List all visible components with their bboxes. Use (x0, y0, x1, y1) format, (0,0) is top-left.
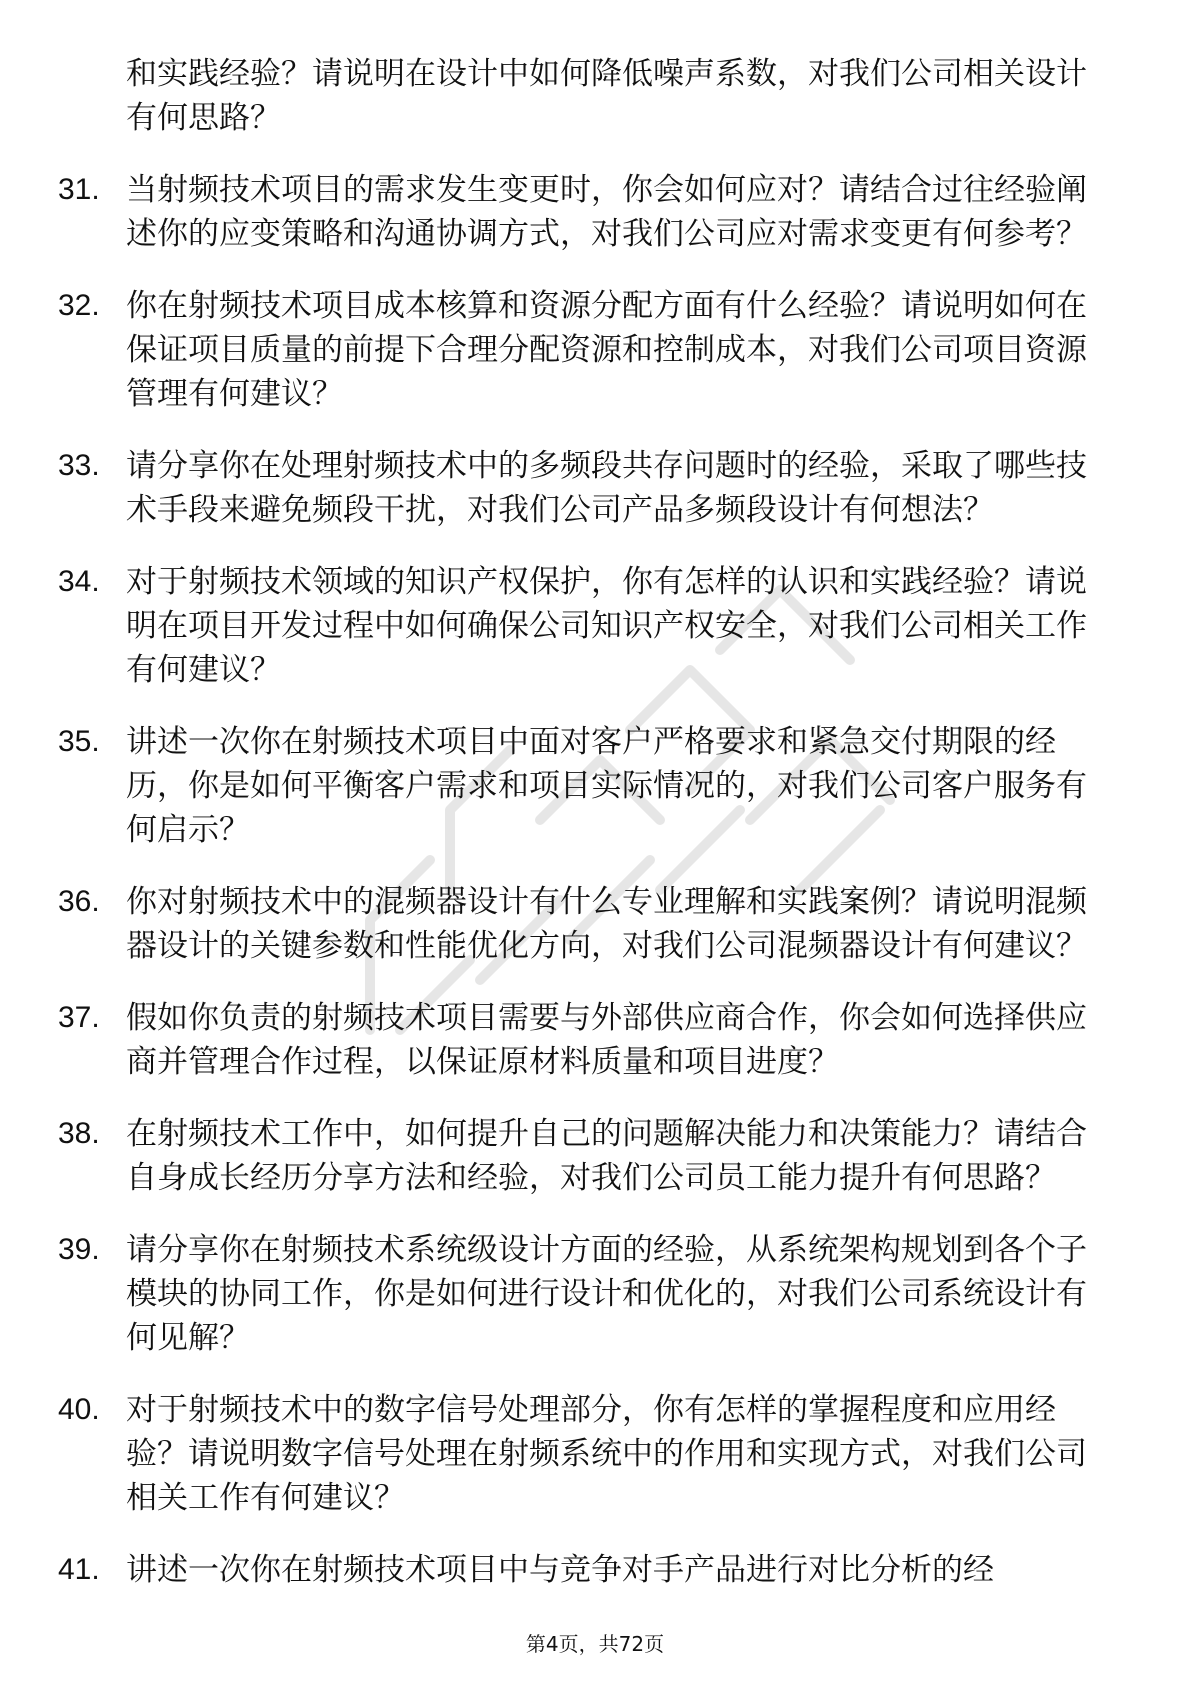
question-item-32 (58, 284, 1118, 416)
question-text: 你在射频技术项目成本核算和资源分配方面有什么经验？请说明如何在保证项目质量的前提下合理分配资源和控制成本，对我们公司项目资源管理有何建议？ (126, 288, 1087, 412)
question-number: 34. (58, 565, 100, 598)
question-text: 假如你负责的射频技术项目需要与外部供应商合作，你会如何选择供应商并管理合作过程，以保证原材料质量和项目进度？ (126, 1000, 1087, 1080)
question-item-33 (58, 444, 1118, 532)
question-number: 37. (58, 1001, 100, 1034)
question-text: 请分享你在射频技术系统级设计方面的经验，从系统架构规划到各个子模块的协同工作，你是如何进行设计和优化的，对我们公司系统设计有何见解？ (126, 1232, 1087, 1356)
question-text: 你对射频技术中的混频器设计有什么专业理解和实践案例？请说明混频器设计的关键参数和性能优化方向，对我们公司混频器设计有何建议？ (126, 884, 1087, 964)
question-text: 讲述一次你在射频技术项目中面对客户严格要求和紧急交付期限的经历，你是如何平衡客户需求和项目实际情况的，对我们公司客户服务有何启示？ (126, 724, 1087, 848)
question-list (58, 52, 1118, 1620)
question-item-38 (58, 1112, 1118, 1200)
question-number: 41. (58, 1553, 100, 1586)
question-text: 对于射频技术领域的知识产权保护，你有怎样的认识和实践经验？请说明在项目开发过程中如何确保公司知识产权安全，对我们公司相关工作有何建议？ (126, 564, 1087, 688)
question-text: 讲述一次你在射频技术项目中与竞争对手产品进行对比分析的经 (126, 1552, 994, 1588)
question-number: 32. (58, 289, 100, 322)
page-footer: 第4页，共72页 (525, 1632, 665, 1656)
question-item-41 (58, 1548, 1118, 1592)
question-text: 在射频技术工作中，如何提升自己的问题解决能力和决策能力？请结合自身成长经历分享方法和经验，对我们公司员工能力提升有何思路？ (126, 1116, 1087, 1196)
question-item-37 (58, 996, 1118, 1084)
question-item-39 (58, 1228, 1118, 1360)
question-number: 38. (58, 1117, 100, 1150)
question-item-31 (58, 168, 1118, 256)
question-number: 36. (58, 885, 100, 918)
question-number: 35. (58, 725, 100, 758)
continuation-text: 和实践经验？请说明在设计中如何降低噪声系数，对我们公司相关设计有何思路？ (126, 56, 1087, 136)
question-item-34 (58, 560, 1118, 692)
question-text: 当射频技术项目的需求发生变更时，你会如何应对？请结合过往经验阐述你的应变策略和沟通协调方式，对我们公司应对需求变更有何参考？ (126, 172, 1087, 252)
question-text: 对于射频技术中的数字信号处理部分，你有怎样的掌握程度和应用经验？请说明数字信号处理在射频系统中的作用和实现方式，对我们公司相关工作有何建议？ (126, 1392, 1087, 1516)
question-text: 请分享你在处理射频技术中的多频段共存问题时的经验，采取了哪些技术手段来避免频段干扰，对我们公司产品多频段设计有何想法？ (126, 448, 1087, 528)
question-item-35 (58, 720, 1118, 852)
question-number: 40. (58, 1393, 100, 1426)
question-item-36 (58, 880, 1118, 968)
question-number: 39. (58, 1233, 100, 1266)
question-item-40 (58, 1388, 1118, 1520)
question-number: 33. (58, 449, 100, 482)
question-number: 31. (58, 173, 100, 206)
